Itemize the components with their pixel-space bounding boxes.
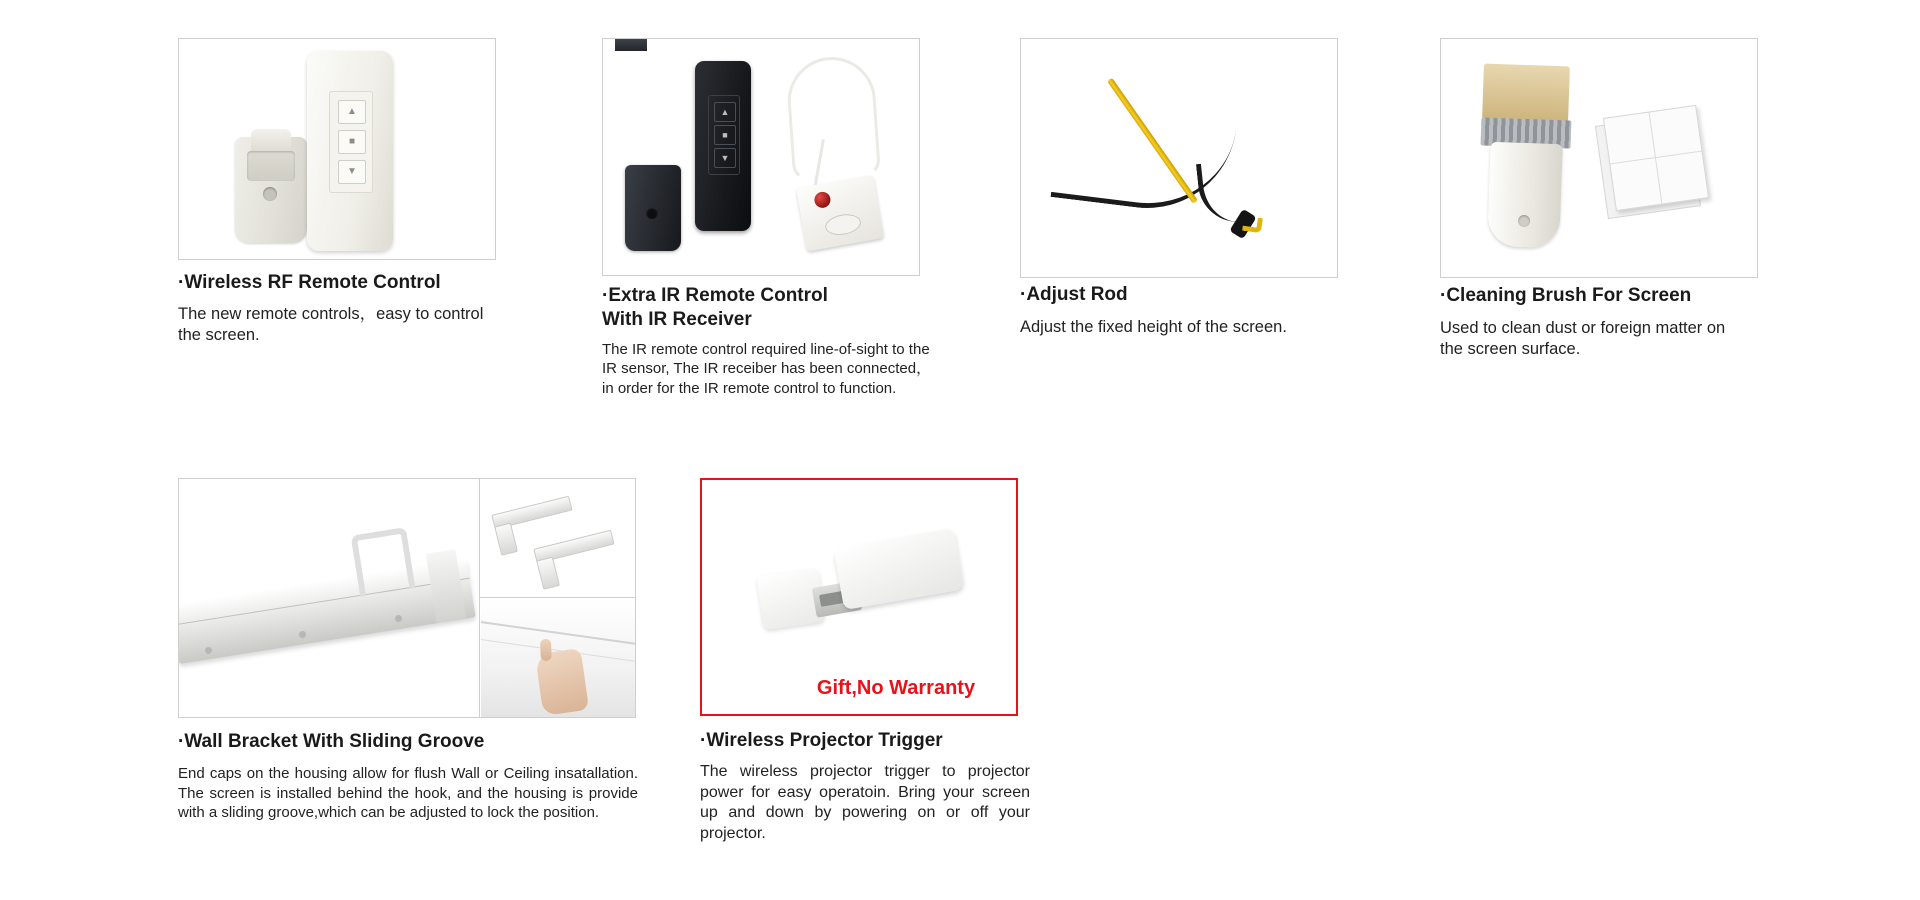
ir-remote-keypad-panel	[708, 95, 740, 175]
rf-remote-body-shape	[307, 51, 393, 251]
accessory-title: ·Cleaning Brush For Screen	[1440, 285, 1692, 306]
accessory-description: Adjust the fixed height of the screen.	[1020, 317, 1287, 336]
hand-shape	[535, 648, 589, 716]
accessory-title-line-1: ·Extra IR Remote Control	[602, 285, 828, 306]
accessory-card-adjust-rod	[1020, 38, 1340, 338]
ir-remote-wall-holder-shape	[625, 165, 681, 251]
brush-bristles-shape	[1482, 64, 1570, 123]
ir-remote-holder-and-receiver-photo	[602, 38, 920, 276]
accessory-title-line-2: With IR Receiver	[602, 308, 752, 330]
wireless-usb-projector-trigger-photo	[700, 478, 1018, 716]
accessory-title: ·Wireless RF Remote Control	[178, 272, 441, 293]
usb-dongle-body-shape	[834, 528, 965, 610]
accessory-description: The new remote controls，easy to control the screen.	[178, 304, 484, 345]
ir-receiver-sensor-window	[824, 212, 863, 238]
photo-divider-horizontal	[479, 597, 636, 598]
brush-handle-shape	[1487, 142, 1563, 248]
brush-hang-hole-icon	[1518, 215, 1530, 227]
cleaning-pad-front-shape	[1603, 105, 1709, 211]
ir-receiver-led-icon	[813, 191, 832, 210]
remote-up-button-icon: ▲	[338, 100, 366, 124]
ir-down-button-icon: ▼	[714, 148, 736, 168]
remote-wall-holder-shape	[235, 137, 307, 243]
ir-remote-body-shape	[695, 61, 751, 231]
adjust-rod-photo	[1020, 38, 1338, 278]
rf-remote-and-wall-holder-photo	[178, 38, 496, 260]
housing-screw-icon	[205, 647, 212, 654]
accessory-description: Used to clean dust or foreign matter on the screen surface.	[1440, 318, 1726, 359]
accessory-row-bottom	[178, 478, 1030, 845]
wall-bracket-housing-photo	[178, 478, 636, 718]
ir-receiver-body-shape	[796, 175, 884, 252]
ir-receiver-cable-shape	[785, 54, 881, 182]
ir-holder-top-shape	[615, 38, 647, 51]
accessory-card-cleaning-brush-for-screen	[1440, 38, 1760, 361]
remote-stop-button-icon: ■	[338, 130, 366, 154]
remote-down-button-icon: ▼	[338, 160, 366, 184]
cleaning-brush-and-wipes-photo	[1440, 38, 1758, 278]
accessory-description: The IR remote control required line-of-sight to the IR sensor, The IR receiber has been connected，in order for the IR remote control to function.	[602, 340, 932, 398]
housing-main-photo	[179, 479, 479, 717]
ceiling-edge-line	[481, 620, 636, 648]
yellow-rod-hook-shape	[1242, 216, 1263, 233]
accessory-card-wireless-projector-trigger	[700, 478, 1030, 845]
remote-keypad-panel	[329, 91, 373, 193]
holder-slot-shape	[247, 151, 295, 181]
accessory-title: ·Adjust Rod	[1020, 284, 1128, 305]
accessory-row-top	[178, 38, 1760, 399]
accessory-card-extra-ir-remote-control	[602, 38, 932, 399]
photo-divider-vertical	[479, 479, 480, 717]
ceiling-installation-photo	[481, 599, 636, 717]
ir-stop-button-icon: ■	[714, 125, 736, 145]
accessory-card-wireless-rf-remote-control	[178, 38, 498, 347]
housing-mounting-clip-shape	[350, 527, 415, 597]
accessory-description: End caps on the housing allow for flush Wall or Ceiling insatallation. The screen is installed behind the hook, and the housing is provide with a sliding groove,which can be adjusted to lock the position.	[178, 764, 638, 822]
accessory-title: ·Wireless Projector Trigger	[700, 730, 943, 751]
housing-screw-icon	[395, 615, 402, 622]
accessory-card-wall-bracket-with-sliding-groove	[178, 478, 638, 823]
housing-screw-icon	[299, 631, 306, 638]
accessory-title	[602, 284, 920, 332]
ir-up-button-icon: ▲	[714, 102, 736, 122]
accessory-title: ·Wall Bracket With Sliding Groove	[178, 731, 485, 752]
gift-no-warranty-badge: Gift,No Warranty	[816, 677, 976, 699]
housing-seam-line	[179, 578, 470, 626]
accessory-description: The wireless projector trigger to projector power for easy operatoin. Bring your screen up and down by powering on or off your projector.	[700, 762, 1030, 843]
